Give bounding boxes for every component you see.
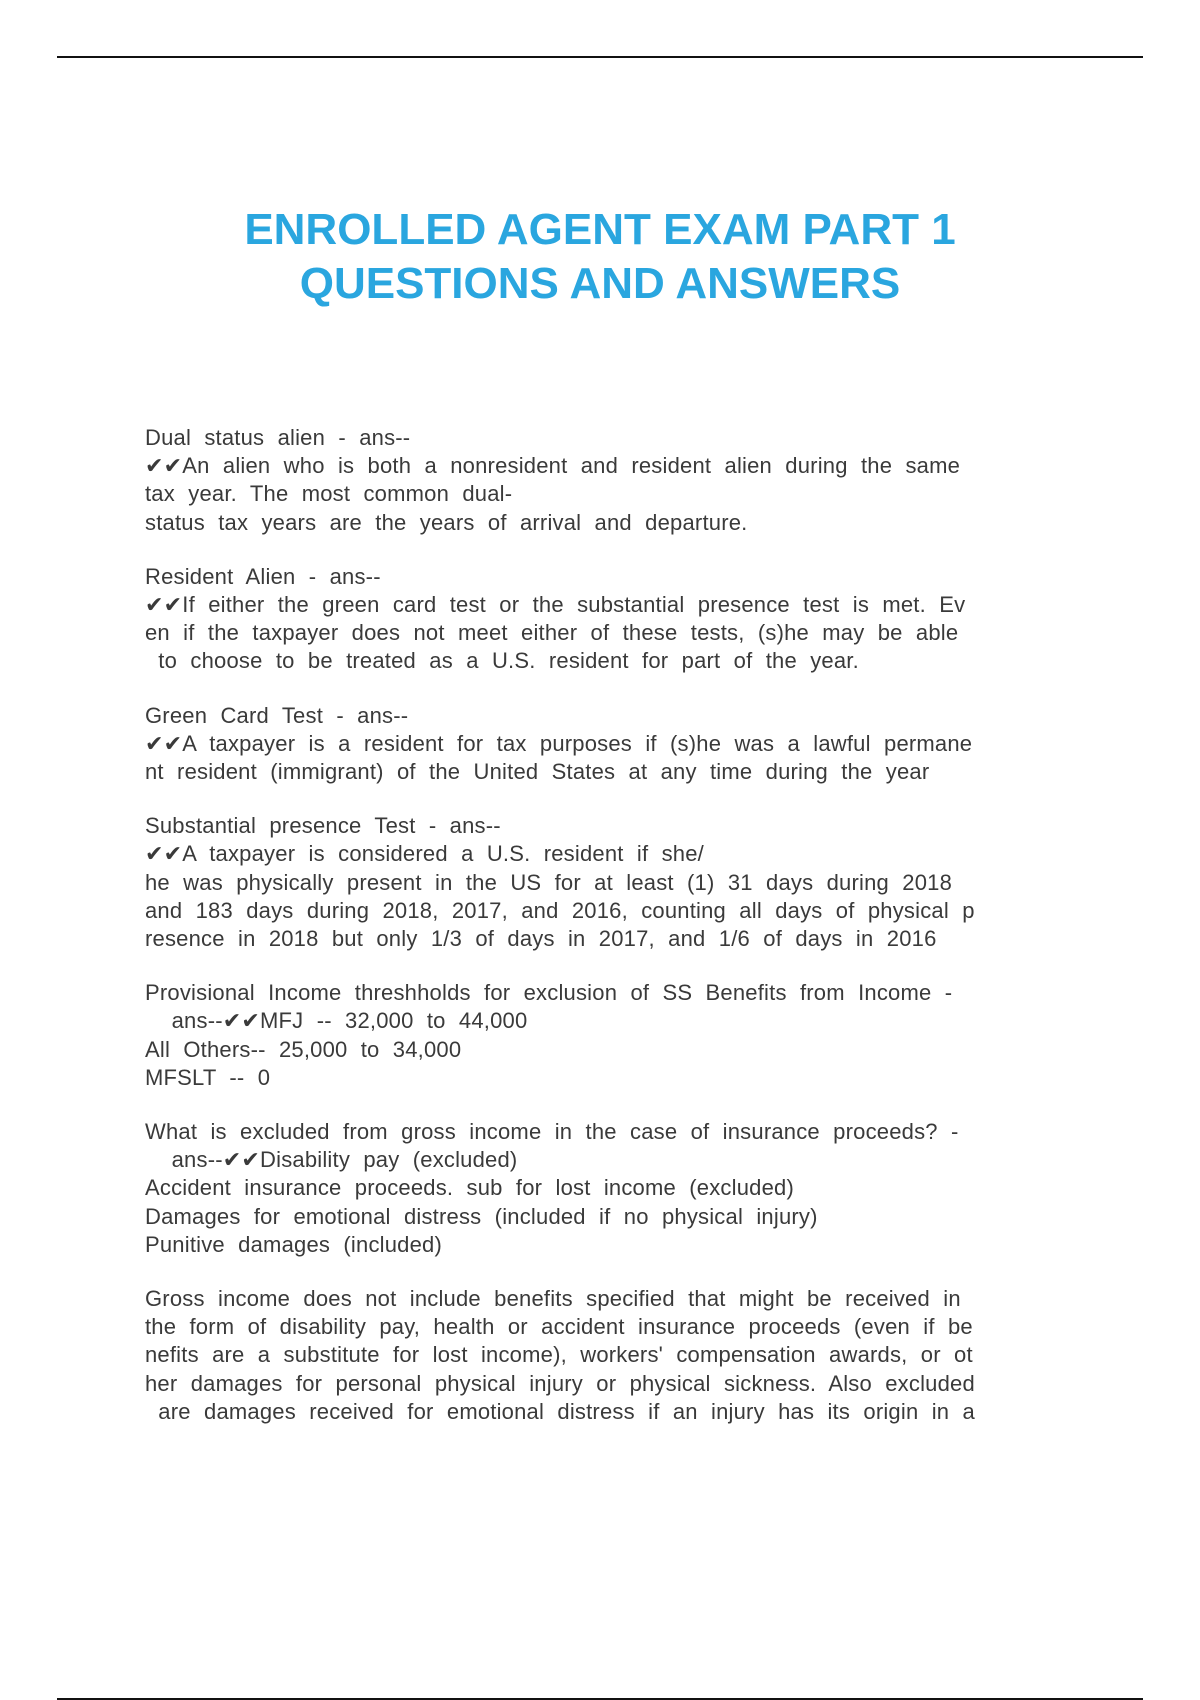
question-text: Provisional Income threshholds for exclusion of SS Benefits from Income - xyxy=(145,980,953,1006)
question-text: Resident Alien - ans-- xyxy=(145,563,381,589)
paragraph-gross-income xyxy=(145,1285,1085,1426)
question-text: What is excluded from gross income in the case of insurance proceeds? - xyxy=(145,1119,959,1145)
paragraph-text: her damages for personal physical injury or physical sickness. Also excluded xyxy=(145,1370,975,1396)
answer-text: ✔✔A taxpayer is considered a U.S. resident if she/ xyxy=(145,841,704,867)
answer-text: nt resident (immigrant) of the United States at any time during the year xyxy=(145,759,930,785)
answer-text: he was physically present in the US for at least (1) 31 days during 2018 xyxy=(145,869,953,895)
question-text: Substantial presence Test - ans-- xyxy=(145,813,501,839)
qa-entry-substantial-presence-test xyxy=(145,812,1085,953)
paragraph-text: are damages received for emotional distress if an injury has its origin in a xyxy=(145,1398,975,1424)
answer-text: resence in 2018 but only 1/3 of days in 2017, and 1/6 of days in 2016 xyxy=(145,926,937,952)
answer-text: status tax years are the years of arrival and departure. xyxy=(145,509,748,535)
answer-text: Accident insurance proceeds. sub for lost income (excluded) xyxy=(145,1175,794,1201)
answer-text: Punitive damages (included) xyxy=(145,1231,442,1257)
answer-text: ans--✔✔MFJ -- 32,000 to 44,000 xyxy=(145,1008,528,1034)
qa-entry-green-card-test xyxy=(145,702,1085,787)
question-text: Green Card Test - ans-- xyxy=(145,702,409,728)
qa-entry-resident-alien xyxy=(145,563,1085,676)
header-rule xyxy=(57,56,1143,58)
paragraph-text: Gross income does not include benefits specified that might be received in xyxy=(145,1286,961,1312)
paragraph-text: the form of disability pay, health or accident insurance proceeds (even if be xyxy=(145,1314,973,1340)
qa-content xyxy=(145,424,1085,1452)
answer-text: to choose to be treated as a U.S. resident for part of the year. xyxy=(145,648,859,674)
answer-text: Damages for emotional distress (included if no physical injury) xyxy=(145,1203,818,1229)
qa-entry-provisional-income xyxy=(145,979,1085,1092)
answer-text: All Others-- 25,000 to 34,000 xyxy=(145,1036,462,1062)
answer-text: ✔✔An alien who is both a nonresident and resident alien during the same xyxy=(145,453,961,479)
paragraph-text: nefits are a substitute for lost income), workers' compensation awards, or ot xyxy=(145,1342,973,1368)
qa-entry-insurance-proceeds xyxy=(145,1118,1085,1259)
answer-text: MFSLT -- 0 xyxy=(145,1064,271,1090)
answer-text: en if the taxpayer does not meet either of these tests, (s)he may be able xyxy=(145,620,959,646)
answer-text: tax year. The most common dual- xyxy=(145,481,513,507)
question-text: Dual status alien - ans-- xyxy=(145,425,411,450)
answer-text: ✔✔A taxpayer is a resident for tax purposes if (s)he was a lawful permane xyxy=(145,730,973,756)
answer-text: ✔✔If either the green card test or the substantial presence test is met. Ev xyxy=(145,592,966,618)
document-title-line: ENROLLED AGENT EXAM PART 1 xyxy=(244,205,956,254)
answer-text: and 183 days during 2018, 2017, and 2016, counting all days of physical p xyxy=(145,897,975,923)
document-title xyxy=(0,203,1200,311)
document-title-line: QUESTIONS AND ANSWERS xyxy=(299,259,901,308)
qa-entry-dual-status-alien xyxy=(145,424,1085,537)
answer-text: ans--✔✔Disability pay (excluded) xyxy=(145,1147,518,1173)
